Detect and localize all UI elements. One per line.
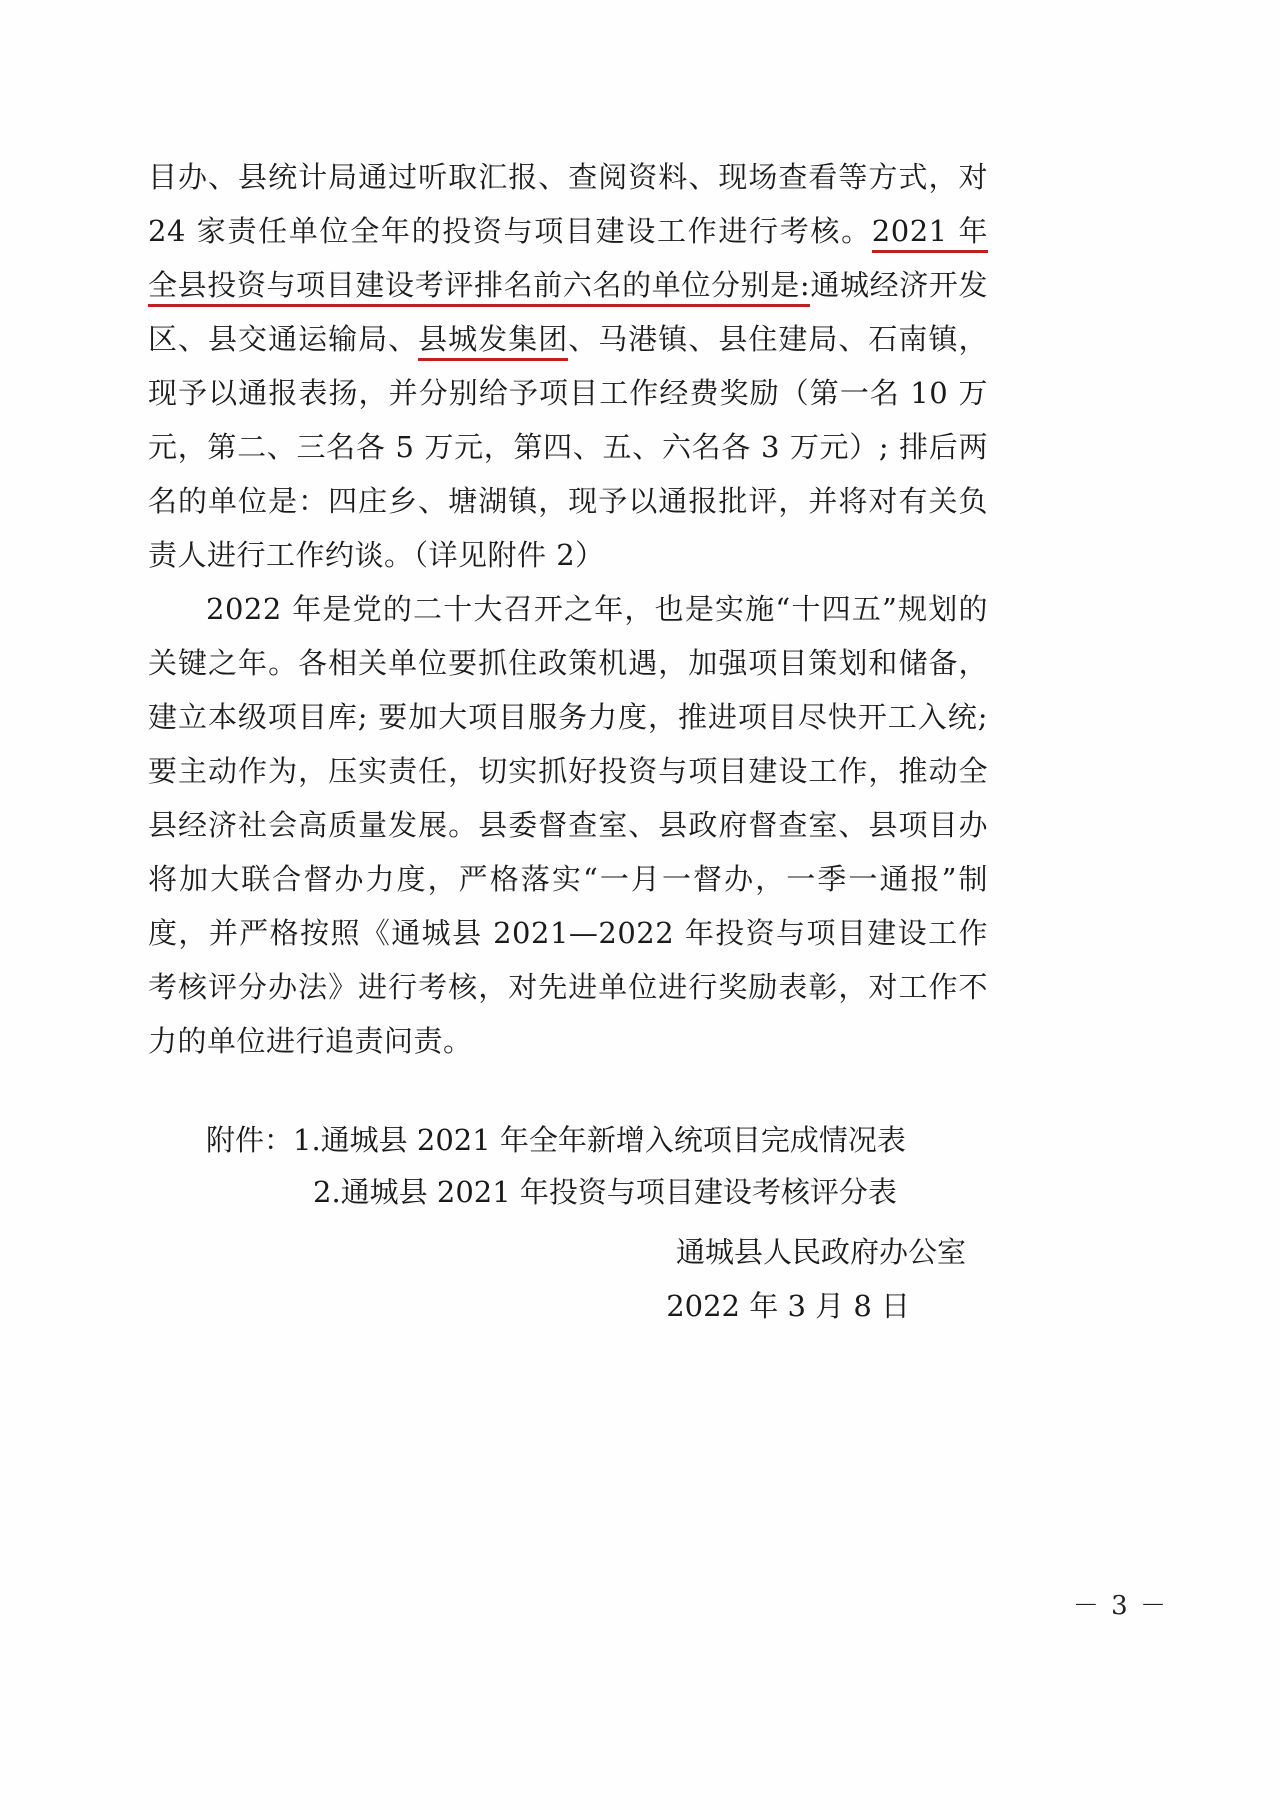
text-segment: 通城经济开发区、县交通运输局、 xyxy=(148,268,988,356)
text-segment: 、马港镇、县住建局、石南镇，现予以通报表扬，并分别给予项目工作经费奖励（第一名 10 万元，第二、三名各 5 万元，第四、五、六名各 3 万元）; 排后两名的单位是：四庄乡、塘湖镇，现予以通报批评，并将对有关负责人进行工作约谈。（详见附件 2） xyxy=(148,322,988,572)
text-segment: 目办、县统计局通过听取汇报、查阅资料、现场查看等方式，对 24 家责任单位全年的投资与项目建设工作进行考核。 xyxy=(148,160,988,248)
attachment-item-2-text: 2.通城县 2021 年投资与项目建设考核评分表 xyxy=(313,1175,897,1209)
signature-date: 2022 年 3 月 8 日 xyxy=(666,1289,910,1323)
text-segment-highlighted: 2021 年全县投资与项目建设考评排名前六名的单位分别是: xyxy=(148,214,988,307)
text-segment-highlighted: 县城发集团 xyxy=(418,322,568,361)
attachments-block xyxy=(148,1114,988,1218)
signature-block xyxy=(148,1225,988,1333)
attachment-item-1-text: 1.通城县 2021 年全年新增入统项目完成情况表 xyxy=(293,1123,906,1157)
attachments-label: 附件： xyxy=(206,1123,294,1157)
attachment-item-2 xyxy=(148,1166,988,1218)
page-number: － 3 － xyxy=(1072,1591,1168,1621)
signature-organization: 通城县人民政府办公室 xyxy=(675,1235,966,1269)
document-body xyxy=(148,150,988,1218)
paragraph-2022-plan xyxy=(148,582,988,1068)
text-segment: 2022 年是党的二十大召开之年，也是实施“十四五”规划的关键之年。各相关单位要抓住政策机遇，加强项目策划和储备，建立本级项目库; 要加大项目服务力度，推进项目尽快开工入统; 要主动作为，压实责任，切实抓好投资与项目建设工作，推动全县经济社会高质量发展。县委督查室、县政府督查室、县项目办将加大联合督办力度，严格落实“一月一督办，一季一通报”制度，并严格按照《通城县 2021—2022 年投资与项目建设工作考核评分办法》进行考核，对先进单位进行奖励表彰，对工作不力的单位进行追责问责。 xyxy=(148,592,988,1058)
paragraph-ranking-results xyxy=(148,150,988,582)
attachment-item-1 xyxy=(148,1114,988,1166)
